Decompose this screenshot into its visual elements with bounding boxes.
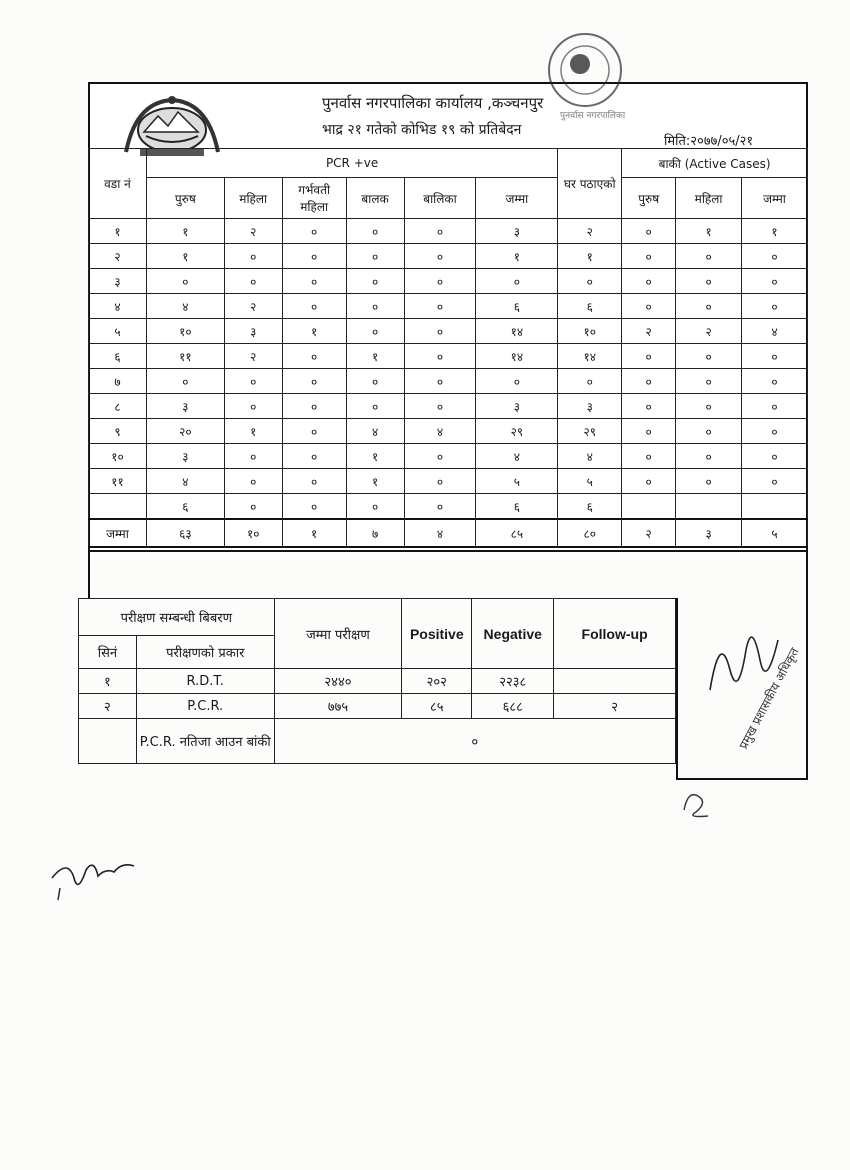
ward-value-cell: ०: [676, 469, 742, 494]
ward-value-cell: ०: [742, 269, 808, 294]
ward-number-cell: ११: [89, 469, 147, 494]
header-sn: सिनं: [79, 636, 137, 669]
ward-value-cell: ६: [558, 494, 622, 520]
officer-title-stamp: प्रमुख प्रशासकीय अधिकृत: [736, 645, 802, 752]
ward-value-cell: ०: [346, 319, 404, 344]
ward-value-cell: ०: [346, 394, 404, 419]
ward-value-cell: ०: [404, 344, 476, 369]
ward-value-cell: ०: [146, 369, 224, 394]
report-date: मिति:२०७७/०५/२१: [664, 134, 754, 149]
test-negative: ६८८: [472, 694, 554, 719]
ward-value-cell: ०: [676, 369, 742, 394]
ward-value-cell: ०: [622, 269, 676, 294]
header-pregnant: गर्भवती महिला: [282, 178, 346, 219]
ward-value-cell: ०: [622, 469, 676, 494]
ward-value-cell: ०: [622, 394, 676, 419]
ward-value-cell: ०: [224, 394, 282, 419]
ward-value-cell: ४: [476, 444, 558, 469]
ward-value-cell: ३: [476, 394, 558, 419]
covid-ward-table: [88, 148, 808, 548]
ward-value-cell: ११: [146, 344, 224, 369]
ward-value-cell: ०: [404, 219, 476, 244]
ward-row: [89, 219, 808, 244]
ward-value-cell: ४: [346, 419, 404, 444]
ward-number-cell: ८: [89, 394, 147, 419]
ward-row: [89, 269, 808, 294]
ward-row: [89, 469, 808, 494]
ward-row: [89, 294, 808, 319]
ward-value-cell: ६: [558, 294, 622, 319]
ward-value-cell: ६: [476, 494, 558, 520]
ward-value-cell: ०: [282, 344, 346, 369]
spacer-band: [88, 550, 808, 598]
ward-value-cell: ०: [346, 269, 404, 294]
ward-number-cell: ३: [89, 269, 147, 294]
ward-value-cell: ३: [558, 394, 622, 419]
ward-value-cell: [676, 494, 742, 520]
ward-value-cell: ०: [676, 394, 742, 419]
ward-value-cell: ०: [282, 219, 346, 244]
ward-value-cell: ०: [676, 294, 742, 319]
ward-value-cell: ०: [476, 269, 558, 294]
pending-label: P.C.R. नतिजा आउन बांकी: [136, 719, 274, 764]
ward-value-cell: २०: [146, 419, 224, 444]
ward-value-cell: ४: [558, 444, 622, 469]
header-active-male: पुरुष: [622, 178, 676, 219]
ward-value-cell: १: [282, 319, 346, 344]
ward-value-cell: ०: [622, 444, 676, 469]
ward-value-cell: ०: [404, 244, 476, 269]
ward-number-cell: ६: [89, 344, 147, 369]
ward-value-cell: २९: [558, 419, 622, 444]
ward-value-cell: ०: [146, 269, 224, 294]
ward-value-cell: ०: [282, 444, 346, 469]
ward-value-cell: २९: [476, 419, 558, 444]
test-title: परीक्षण सम्बन्धी बिबरण: [79, 599, 275, 636]
ward-number-cell: ७: [89, 369, 147, 394]
ward-value-cell: ०: [282, 419, 346, 444]
ward-value-cell: ३: [476, 219, 558, 244]
ward-number-cell: ५: [89, 319, 147, 344]
ward-number-cell: ९: [89, 419, 147, 444]
svg-text:पुनर्वास नगरपालिका: पुनर्वास नगरपालिका: [560, 111, 626, 121]
ward-value-cell: ०: [476, 369, 558, 394]
ward-value-cell: ०: [404, 394, 476, 419]
total-cell: ३: [676, 519, 742, 547]
ward-value-cell: ०: [742, 419, 808, 444]
ward-value-cell: ४: [404, 419, 476, 444]
ward-value-cell: ०: [742, 444, 808, 469]
ward-value-cell: १४: [476, 319, 558, 344]
header-negative: Negative: [472, 599, 554, 669]
ward-value-cell: ०: [676, 344, 742, 369]
ward-value-cell: ०: [282, 294, 346, 319]
ward-value-cell: ०: [404, 469, 476, 494]
test-type: P.C.R.: [136, 694, 274, 719]
header-active-female: महिला: [676, 178, 742, 219]
ward-row: [89, 444, 808, 469]
ward-value-cell: ०: [346, 294, 404, 319]
test-summary-table: [78, 598, 676, 764]
ward-value-cell: ०: [282, 394, 346, 419]
test-sn-empty: [79, 719, 137, 764]
ward-row: [89, 494, 808, 520]
ward-value-cell: ४: [146, 469, 224, 494]
ward-value-cell: ०: [742, 369, 808, 394]
header-positive: Positive: [402, 599, 472, 669]
test-sn: २: [79, 694, 137, 719]
test-positive: २०२: [402, 669, 472, 694]
ward-value-cell: ५: [476, 469, 558, 494]
ward-value-cell: ०: [622, 219, 676, 244]
ward-value-cell: १४: [558, 344, 622, 369]
header-female: महिला: [224, 178, 282, 219]
test-negative: २२३८: [472, 669, 554, 694]
header-home-sent: घर पठाएको: [558, 149, 622, 219]
ward-value-cell: २: [224, 344, 282, 369]
ward-value-cell: १: [146, 219, 224, 244]
ward-value-cell: १: [558, 244, 622, 269]
total-cell: २: [622, 519, 676, 547]
ward-value-cell: २: [224, 294, 282, 319]
ward-value-cell: ०: [742, 294, 808, 319]
ward-value-cell: ०: [224, 269, 282, 294]
ward-value-cell: ०: [404, 269, 476, 294]
total-cell: ५: [742, 519, 808, 547]
ward-value-cell: १: [346, 469, 404, 494]
ward-row: [89, 394, 808, 419]
ward-value-cell: ०: [622, 369, 676, 394]
ward-value-cell: ०: [742, 394, 808, 419]
test-followup: २: [554, 694, 676, 719]
ward-value-cell: ६: [146, 494, 224, 520]
ward-number-cell: २: [89, 244, 147, 269]
ward-value-cell: १: [224, 419, 282, 444]
ward-value-cell: ०: [346, 369, 404, 394]
total-cell: १: [282, 519, 346, 547]
ward-value-cell: ०: [622, 294, 676, 319]
test-type: R.D.T.: [136, 669, 274, 694]
test-row-pcr: [79, 694, 676, 719]
ward-value-cell: ३: [224, 319, 282, 344]
total-row: [89, 519, 808, 547]
ward-value-cell: ०: [224, 369, 282, 394]
total-cell: ६३: [146, 519, 224, 547]
ward-value-cell: ३: [146, 394, 224, 419]
ward-value-cell: १: [346, 344, 404, 369]
header-total: जम्मा: [476, 178, 558, 219]
ward-value-cell: २: [622, 319, 676, 344]
ward-value-cell: ०: [282, 244, 346, 269]
ward-value-cell: ०: [224, 244, 282, 269]
header-total-tests: जम्मा परीक्षण: [274, 599, 402, 669]
ward-value-cell: ०: [282, 369, 346, 394]
ward-value-cell: ०: [404, 369, 476, 394]
header-active-cases: बाकी (Active Cases): [622, 149, 808, 178]
office-title: पुनर्वास नगरपालिका कार्यालय ,कञ्चनपुर: [322, 94, 544, 112]
ward-number-cell: [89, 494, 147, 520]
ward-value-cell: ०: [224, 494, 282, 520]
ward-value-cell: ६: [476, 294, 558, 319]
ward-value-cell: १०: [146, 319, 224, 344]
ward-value-cell: ०: [282, 269, 346, 294]
ward-value-cell: ०: [346, 244, 404, 269]
ward-value-cell: ४: [146, 294, 224, 319]
total-cell: १०: [224, 519, 282, 547]
ward-rows: [89, 219, 808, 520]
ward-value-cell: ०: [558, 369, 622, 394]
test-total: ७७५: [274, 694, 402, 719]
ward-value-cell: ०: [404, 294, 476, 319]
office-seal-stamp: [530, 20, 648, 130]
ward-value-cell: १४: [476, 344, 558, 369]
ward-row: [89, 344, 808, 369]
ward-value-cell: ५: [558, 469, 622, 494]
ward-row: [89, 369, 808, 394]
ward-value-cell: ०: [346, 219, 404, 244]
ward-value-cell: ०: [404, 319, 476, 344]
ward-value-cell: [622, 494, 676, 520]
ward-value-cell: १: [742, 219, 808, 244]
ward-value-cell: ०: [346, 494, 404, 520]
initial-mark: [678, 782, 718, 822]
test-row-pending: [79, 719, 676, 764]
pending-value: ०: [274, 719, 675, 764]
ward-value-cell: ०: [676, 419, 742, 444]
ward-value-cell: ०: [676, 444, 742, 469]
ward-value-cell: ०: [742, 244, 808, 269]
ward-value-cell: १: [346, 444, 404, 469]
header-active-total: जम्मा: [742, 178, 808, 219]
header-ward: वडा नं: [89, 149, 147, 219]
ward-value-cell: ०: [622, 344, 676, 369]
total-cell: जम्मा: [89, 519, 147, 547]
officer-signature: [690, 600, 810, 770]
total-cell: ४: [404, 519, 476, 547]
ward-value-cell: २: [558, 219, 622, 244]
total-cell: ८५: [476, 519, 558, 547]
header-girl: बालिका: [404, 178, 476, 219]
ward-value-cell: ०: [622, 244, 676, 269]
ward-value-cell: १०: [558, 319, 622, 344]
ward-number-cell: १०: [89, 444, 147, 469]
ward-value-cell: ०: [282, 494, 346, 520]
ward-value-cell: ०: [282, 469, 346, 494]
ward-value-cell: [742, 494, 808, 520]
test-positive: ८५: [402, 694, 472, 719]
ward-value-cell: २: [224, 219, 282, 244]
ward-value-cell: ०: [404, 444, 476, 469]
ward-value-cell: १: [676, 219, 742, 244]
header-followup: Follow-up: [554, 599, 676, 669]
test-total: २४४०: [274, 669, 402, 694]
ward-number-cell: ४: [89, 294, 147, 319]
ward-row: [89, 319, 808, 344]
ward-value-cell: ३: [146, 444, 224, 469]
ward-row: [89, 244, 808, 269]
ward-value-cell: ०: [742, 344, 808, 369]
ward-value-cell: ०: [676, 244, 742, 269]
ward-value-cell: १: [146, 244, 224, 269]
test-row-rdt: [79, 669, 676, 694]
ward-value-cell: ०: [224, 444, 282, 469]
report-subtitle: भाद्र २१ गतेको कोभिड १९ को प्रतिबेदन: [322, 122, 522, 138]
ward-value-cell: ०: [742, 469, 808, 494]
left-signature: [48, 848, 138, 904]
test-followup: [554, 669, 676, 694]
test-sn: १: [79, 669, 137, 694]
total-cell: ७: [346, 519, 404, 547]
header-male: पुरुष: [146, 178, 224, 219]
ward-row: [89, 419, 808, 444]
ward-value-cell: ०: [558, 269, 622, 294]
ward-value-cell: २: [676, 319, 742, 344]
header-test-type: परीक्षणको प्रकार: [136, 636, 274, 669]
ward-value-cell: ०: [676, 269, 742, 294]
ward-value-cell: १: [476, 244, 558, 269]
header-pcr-positive: PCR +ve: [146, 149, 557, 178]
total-cell: ८०: [558, 519, 622, 547]
ward-value-cell: ०: [224, 469, 282, 494]
ward-value-cell: ०: [404, 494, 476, 520]
ward-number-cell: १: [89, 219, 147, 244]
ward-value-cell: ०: [622, 419, 676, 444]
ward-value-cell: ४: [742, 319, 808, 344]
header-boy: बालक: [346, 178, 404, 219]
